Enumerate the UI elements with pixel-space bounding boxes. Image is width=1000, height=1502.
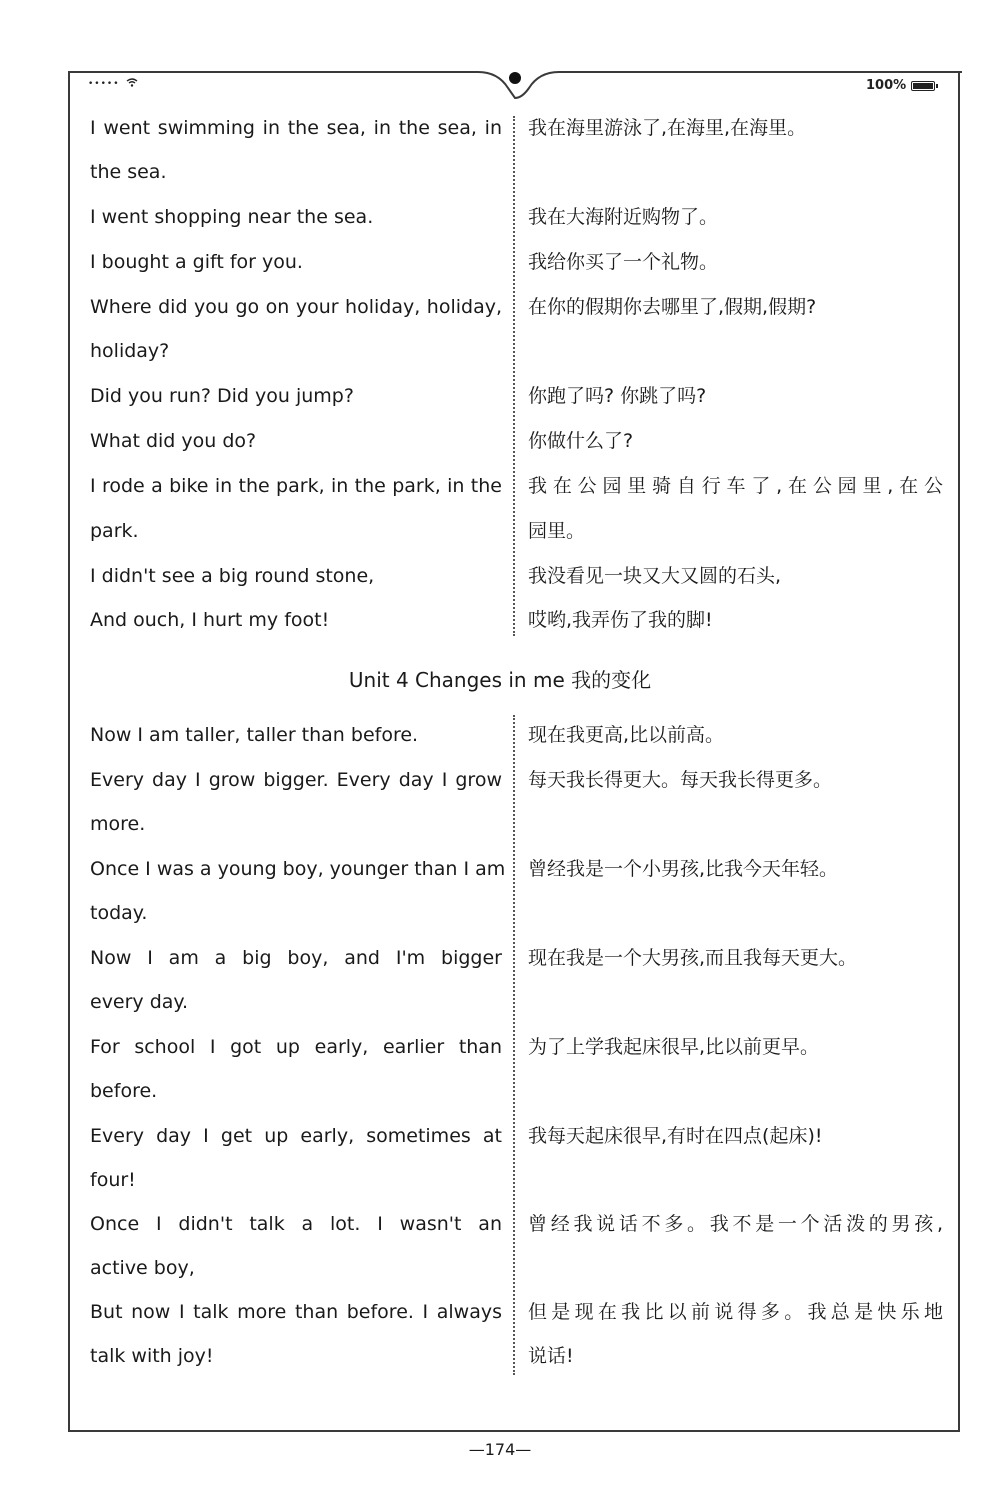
chinese-line: 园里。 xyxy=(528,520,586,542)
chinese-line: 曾经我是一个小男孩,比我今天年轻。 xyxy=(528,858,839,880)
column-divider xyxy=(513,116,515,636)
chinese-line: 曾经我说话不多。我不是一个活泼的男孩, xyxy=(528,1213,943,1235)
english-line: I didn't see a big round stone, xyxy=(90,565,375,587)
english-line: I went shopping near the sea. xyxy=(90,206,374,228)
unit-title: Unit 4 Changes in me 我的变化 xyxy=(348,668,652,692)
chinese-line: 你跑了吗? 你跳了吗? xyxy=(528,385,707,407)
english-line: Now I am taller, taller than before. xyxy=(90,724,419,746)
english-line: Once I was a young boy, younger than I am xyxy=(90,858,506,880)
battery-percent: 100% xyxy=(866,78,907,93)
chinese-line: 每天我长得更大。每天我长得更多。 xyxy=(528,769,833,791)
english-line: Where did you go on your holiday, holiday, xyxy=(90,296,502,318)
chinese-line: 你做什么了? xyxy=(528,430,634,452)
column-divider xyxy=(513,715,515,1375)
chinese-line: 现在我是一个大男孩,而且我每天更大。 xyxy=(528,947,858,969)
english-line: I rode a bike in the park, in the park, in the xyxy=(90,475,502,497)
english-line: every day. xyxy=(90,991,188,1013)
english-line: today. xyxy=(90,902,148,924)
chinese-line: 但是现在我比以前说得多。我总是快乐地 xyxy=(528,1301,943,1323)
english-line: the sea. xyxy=(90,161,167,183)
english-line: before. xyxy=(90,1080,158,1102)
english-line: What did you do? xyxy=(90,430,257,452)
signal-dots: ••••• xyxy=(88,79,120,89)
chinese-line: 为了上学我起床很早,比以前更早。 xyxy=(528,1036,820,1058)
page-number: —174— xyxy=(468,1440,532,1459)
chinese-line: 我在海里游泳了,在海里,在海里。 xyxy=(528,117,807,139)
english-line: I bought a gift for you. xyxy=(90,251,303,273)
chinese-line: 我没看见一块又大又圆的石头, xyxy=(528,565,782,587)
english-line: park. xyxy=(90,520,139,542)
chinese-line: 说话! xyxy=(528,1345,574,1367)
english-line: Every day I get up early, sometimes at xyxy=(90,1125,502,1147)
english-line: four! xyxy=(90,1169,136,1191)
english-line: Now I am a big boy, and I'm bigger xyxy=(90,947,502,969)
chinese-line: 我在公园里骑自行车了,在公园里,在公 xyxy=(528,475,943,497)
chinese-line: 我在大海附近购物了。 xyxy=(528,206,719,228)
device-frame-top xyxy=(68,70,962,110)
english-line: Did you run? Did you jump? xyxy=(90,385,354,407)
battery-status xyxy=(866,78,935,93)
english-line: And ouch, I hurt my foot! xyxy=(90,609,330,631)
chinese-line: 在你的假期你去哪里了,假期,假期? xyxy=(528,296,817,318)
english-line: active boy, xyxy=(90,1257,195,1279)
chinese-line: 哎哟,我弄伤了我的脚! xyxy=(528,609,713,631)
chinese-line: 我每天起床很早,有时在四点(起床)! xyxy=(528,1125,823,1147)
english-line: Once I didn't talk a lot. I wasn't an xyxy=(90,1213,502,1235)
chinese-line: 现在我更高,比以前高。 xyxy=(528,724,725,746)
wifi-icon xyxy=(126,78,138,90)
english-line: more. xyxy=(90,813,146,835)
english-line: talk with joy! xyxy=(90,1345,214,1367)
english-line: Every day I grow bigger. Every day I grow xyxy=(90,769,502,791)
english-line: I went swimming in the sea, in the sea, in xyxy=(90,117,502,139)
english-line: But now I talk more than before. I always xyxy=(90,1301,502,1323)
english-line: holiday? xyxy=(90,340,170,362)
chinese-line: 我给你买了一个礼物。 xyxy=(528,251,719,273)
battery-icon xyxy=(911,81,935,91)
status-signal xyxy=(88,78,138,90)
english-line: For school I got up early, earlier than xyxy=(90,1036,502,1058)
